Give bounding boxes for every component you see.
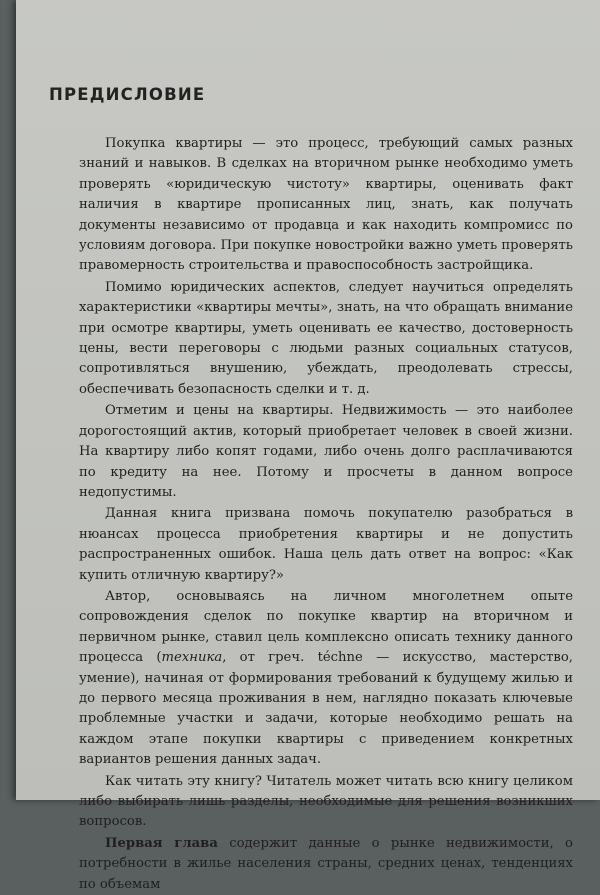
paragraph-3: Отметим и цены на квартиры. Недвижимость — это наиболее дорогостоящий актив, который приобретает человек в своей жизни. На квартиру либо копят годами, либо очень долго расплачиваются по кредиту на нее. Потому и просчеты в данном вопросе недопустимы. bbox=[79, 403, 573, 500]
chapter-reference: Первая глава bbox=[105, 835, 218, 851]
page-title: ПРЕДИСЛОВИЕ bbox=[49, 85, 206, 104]
paragraph-2: Помимо юридических аспектов, следует научиться определять характеристики «квартиры мечты», знать, на что обращать внимание при осмотре квартиры, уметь оценивать ее качество, достоверность цены, вести переговоры с людьми разных социальных статусов, сопротивляться внушению, убеждать, преодолевать стрессы, обеспечивать безопасность сделки и т. д. bbox=[79, 279, 573, 397]
paragraph-7 bbox=[79, 834, 573, 895]
paragraph-1: Покупка квартиры — это процесс, требующий самых разных знаний и навыков. В сделках на вторичном рынке необходимо уметь проверять «юридическую чистоту» квартиры, оценивать факт наличия в квартире прописанных лиц, знать, как получать документы независимо от продавца и как находить компромисс по условиям договора. При покупке новостройки важно уметь проверять правомерность строительства и правоспособность застройщика. bbox=[79, 136, 573, 274]
paragraph-5-start: Автор, основываясь на личном многолетнем опыте сопровождения сделок по покупке квартир на вторичном и первичном рынке, ставил цель комплексно описать технику данного процесса ( bbox=[79, 588, 573, 666]
paragraph-4: Данная книга призвана помочь покупателю разобраться в нюансах процесса приобретения квартиры и не допустить распространенных ошибок. Наша цель дать ответ на вопрос: «Как купить отличную квартиру?» bbox=[79, 506, 573, 583]
book-page bbox=[16, 0, 600, 892]
italic-term: техника bbox=[161, 650, 223, 666]
paragraph-5-end: , от греч. téchne — искусство, мастерство, умение), начиная от формирования требований к будущему жилью и до первого месяца проживания в нем, наглядно показать ключевые проблемные участки и задачи, которые необходимо решать на каждом этапе покупки квартиры с приведением конкретных вариантов решения данных задач. bbox=[79, 650, 573, 768]
paragraph-5 bbox=[79, 587, 573, 771]
paragraph-6: Как читать эту книгу? Читатель может читать всю книгу целиком либо выбирать лишь разделы, необходимые для решения возникших вопросов. bbox=[79, 773, 573, 830]
body-text bbox=[79, 134, 573, 895]
paragraph-7-rest: содержит данные о рынке недвижимости, о потребности в жилье населения страны, средних ценах, тенденциях по объемам bbox=[79, 835, 573, 892]
